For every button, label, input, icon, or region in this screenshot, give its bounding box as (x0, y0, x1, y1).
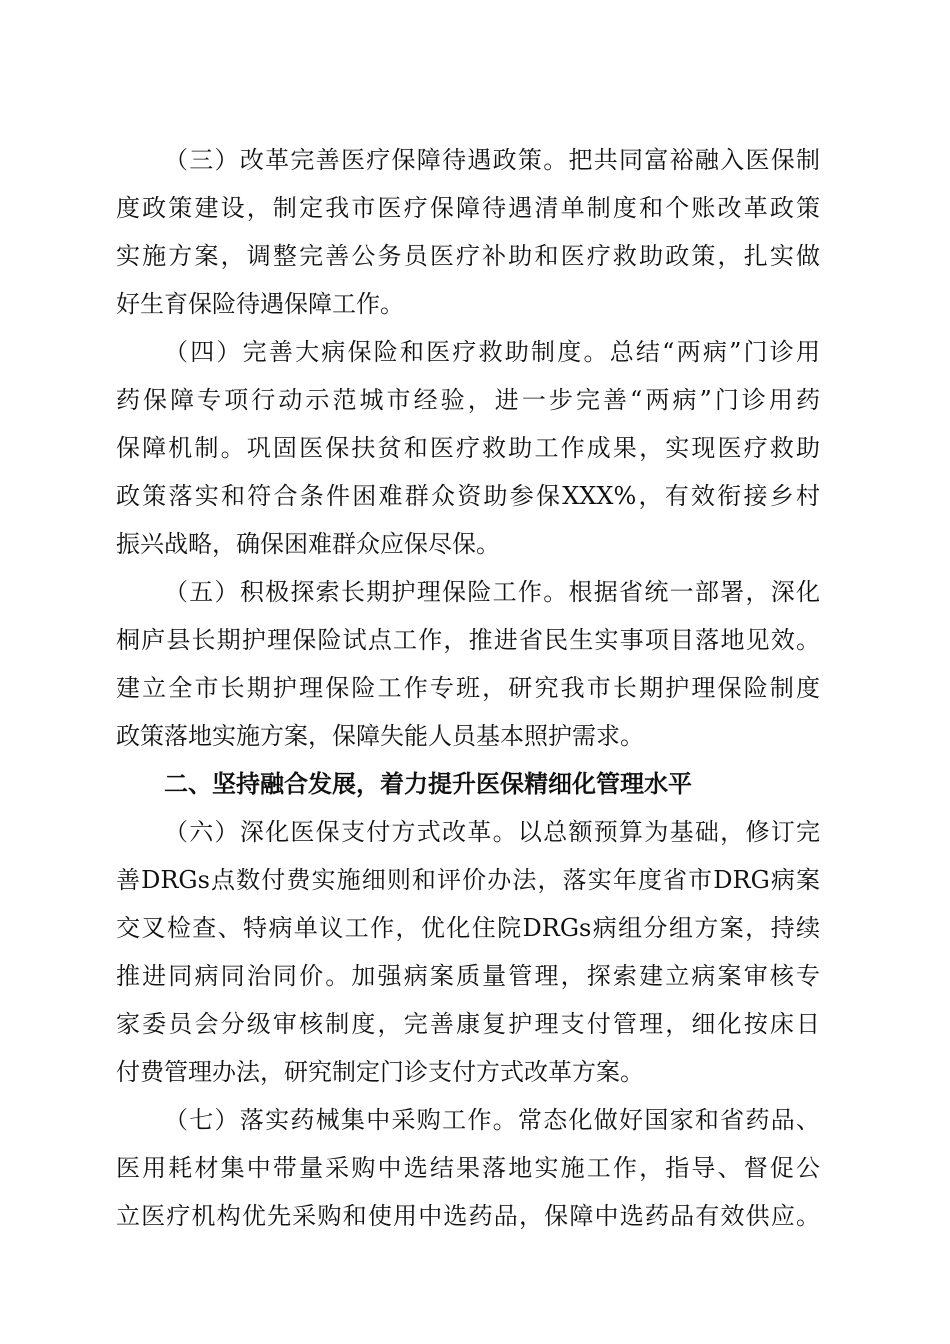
paragraph-5-line-2: 桐庐县长期护理保险试点工作，推进省民生实事项目落地见效。 (116, 626, 820, 654)
paragraph-4-line-3: 保障机制。巩固医保扶贫和医疗救助工作成果，实现医疗救助 (116, 434, 820, 462)
paragraph-4-line-4: 政策落实和符合条件困难群众资助参保XXX%，有效衔接乡村 (116, 482, 820, 510)
paragraph-6-line-2: 善DRGs点数付费实施细则和评价办法，落实年度省市DRG病案 (116, 866, 820, 894)
paragraph-6-line-1: （六）深化医保支付方式改革。以总额预算为基础，修订完 (164, 818, 820, 846)
paragraph-7-line-1: （七）落实药械集中采购工作。常态化做好国家和省药品、 (164, 1106, 820, 1134)
paragraph-6-line-4: 推进同病同治同价。加强病案质量管理，探索建立病案审核专 (116, 962, 820, 990)
paragraph-3-line-1: （三）改革完善医疗保障待遇政策。把共同富裕融入医保制 (164, 146, 820, 174)
paragraph-5-line-3: 建立全市长期护理保险工作专班，研究我市长期护理保险制度 (116, 674, 820, 702)
paragraph-3-line-3: 实施方案，调整完善公务员医疗补助和医疗救助政策，扎实做 (116, 242, 820, 270)
paragraph-5-line-1: （五）积极探索长期护理保险工作。根据省统一部署，深化 (164, 578, 820, 606)
paragraph-6-line-6: 付费管理办法，研究制定门诊支付方式改革方案。 (116, 1058, 644, 1086)
paragraph-6-line-3: 交叉检查、特病单议工作，优化住院DRGs病组分组方案，持续 (116, 914, 820, 942)
section-heading-2: 二、坚持融合发展，着力提升医保精细化管理水平 (164, 770, 692, 798)
paragraph-4-line-2: 药保障专项行动示范城市经验，进一步完善“两病”门诊用药 (116, 386, 820, 414)
paragraph-6-line-5: 家委员会分级审核制度，完善康复护理支付管理，细化按床日 (116, 1010, 820, 1038)
paragraph-4-line-1: （四）完善大病保险和医疗救助制度。总结“两病”门诊用 (164, 338, 820, 366)
paragraph-5-line-4: 政策落地实施方案，保障失能人员基本照护需求。 (116, 722, 644, 750)
paragraph-7-line-3: 立医疗机构优先采购和使用中选药品，保障中选药品有效供应。 (116, 1202, 820, 1230)
paragraph-7-line-2: 医用耗材集中带量采购中选结果落地实施工作，指导、督促公 (116, 1154, 820, 1182)
paragraph-3-line-2: 度政策建设，制定我市医疗保障待遇清单制度和个账改革政策 (116, 194, 820, 222)
paragraph-3-line-4: 好生育保险待遇保障工作。 (116, 290, 404, 318)
paragraph-4-line-5: 振兴战略，确保困难群众应保尽保。 (116, 530, 500, 558)
